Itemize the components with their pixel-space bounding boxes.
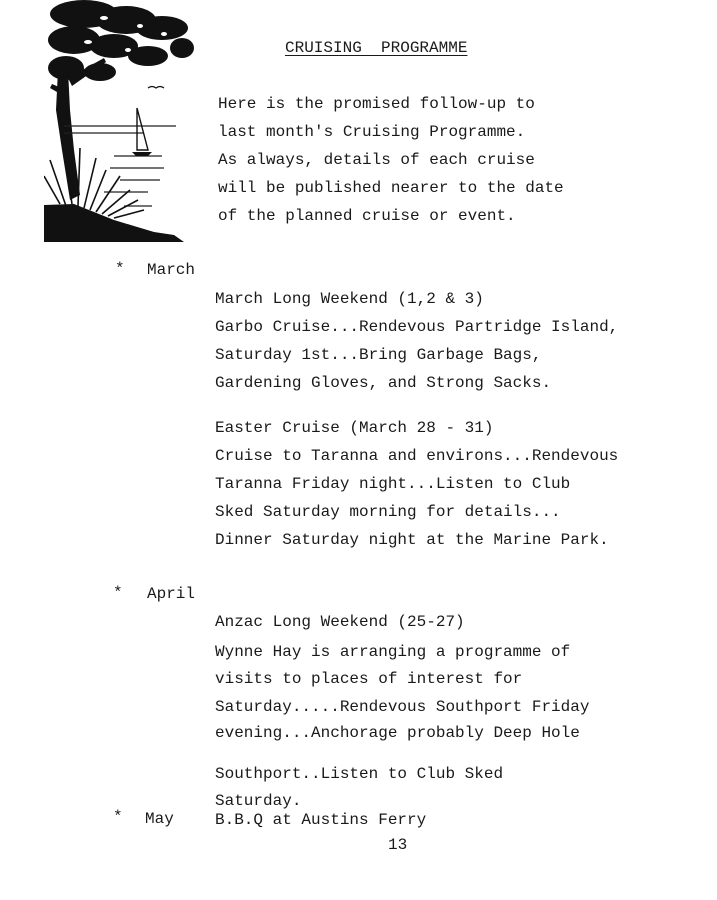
event-line: evening...Anchorage probably Deep Hole <box>215 724 580 742</box>
event-line: Dinner Saturday night at the Marine Park. <box>215 531 609 549</box>
event-line: Gardening Gloves, and Strong Sacks. <box>215 374 552 392</box>
intro-line: last month's Cruising Programme. <box>218 123 526 141</box>
intro-line: will be published nearer to the date <box>218 179 564 197</box>
event-line: Saturday. <box>215 792 302 810</box>
event-line: Sked Saturday morning for details... <box>215 503 561 521</box>
event-line: Saturday.....Rendevous Southport Friday <box>215 698 590 716</box>
event-heading: Anzac Long Weekend (25-27) <box>215 613 465 631</box>
month-heading-april: April <box>147 585 196 603</box>
bullet-april: * <box>113 584 123 602</box>
event-line: Wynne Hay is arranging a programme of <box>215 643 571 661</box>
month-heading-march: March <box>147 261 196 279</box>
bullet-march: * <box>115 260 125 278</box>
event-heading: March Long Weekend (1,2 & 3) <box>215 290 484 308</box>
page-number: 13 <box>388 836 408 854</box>
event-heading: Easter Cruise (March 28 - 31) <box>215 419 494 437</box>
event-line: Taranna Friday night...Listen to Club <box>215 475 571 493</box>
event-line: visits to places of interest for <box>215 670 523 688</box>
page-title: CRUISING PROGRAMME <box>285 39 468 57</box>
event-line: Southport..Listen to Club Sked <box>215 765 504 783</box>
intro-line: As always, details of each cruise <box>218 151 535 169</box>
event-line: Garbo Cruise...Rendevous Partridge Island, <box>215 318 619 336</box>
bullet-may: * <box>113 808 123 826</box>
event-line: Cruise to Taranna and environs...Rendevous <box>215 447 619 465</box>
intro-line: of the planned cruise or event. <box>218 207 516 225</box>
month-heading-may: May <box>145 810 174 828</box>
intro-line: Here is the promised follow-up to <box>218 95 535 113</box>
may-event-line: B.B.Q at Austins Ferry <box>215 811 427 829</box>
tree-sailboat-illustration <box>44 0 196 242</box>
event-line: Saturday 1st...Bring Garbage Bags, <box>215 346 542 364</box>
